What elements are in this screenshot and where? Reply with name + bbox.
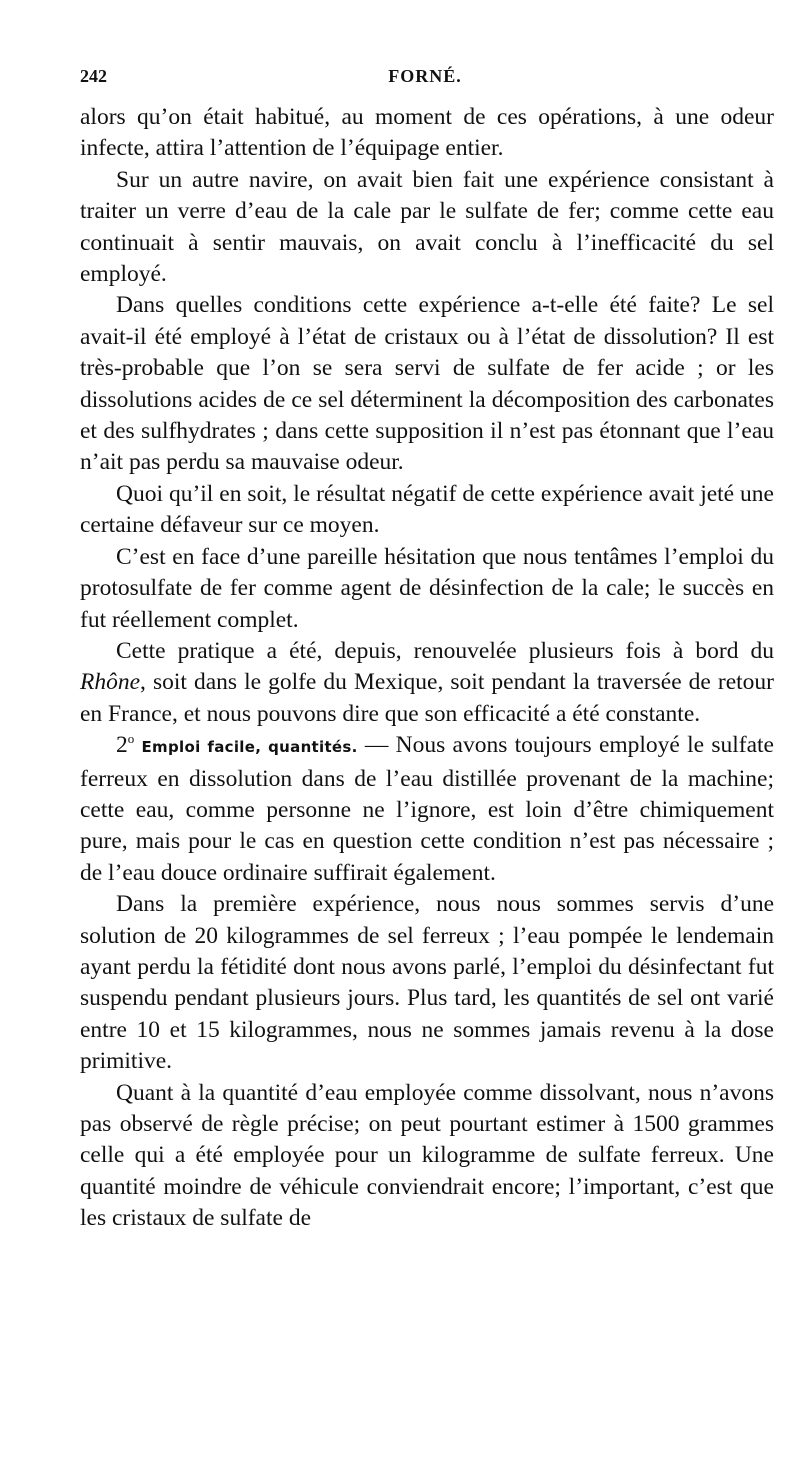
paragraph-7 bbox=[80, 730, 774, 889]
paragraph-3: Dans quelles conditions cette expérience a-t-elle été faite? Le sel avait-il été employé à l’état de cristaux ou à l’état de dissolution? Il est très-probable que l’on se sera servi de sulfate de fer acide ; or les dissolutions acides de ce sel déterminent la décomposition des carbonates et des sulfhydrates ; dans cette supposition il n’est pas étonnant que l’eau n’ait pas perdu sa mauvaise odeur. bbox=[80, 292, 774, 476]
paragraph-5: C’est en face d’une pareille hésitation que nous tentâmes l’emploi du protosulfate de fer comme agent de désinfection de la cale; le succès en fut réellement complet. bbox=[80, 543, 774, 633]
section-number: 2 bbox=[116, 732, 128, 759]
paragraph-6 bbox=[80, 636, 774, 730]
paragraph-1: alors qu’on était habitué, au moment de ces opérations, à une odeur infecte, attira l’attention de l’équipage entier. bbox=[80, 104, 774, 162]
section-heading: Emploi facile, quantités. bbox=[141, 738, 358, 757]
paragraph-7-text: — Nous avons toujours employé le sulfate ferreux en dissolution dans de l’eau distillée provenant de la machine; cette eau, comme personne ne l’ignore, est loin d’être chimiquement pure, mais pour le cas en question cette condition n’est pas nécessaire ; de l’eau douce ordinaire suffirait également. bbox=[80, 732, 774, 886]
paragraph-4: Quoi qu’il en soit, le résultat négatif de cette expérience avait jeté une certaine défaveur sur ce moyen. bbox=[80, 480, 774, 539]
paragraph-8: Dans la première expérience, nous nous sommes servis d’une solution de 20 kilogrammes de sel ferreux ; l’eau pompée le lendemain ayant perdu la fétidité dont nous avons parlé, l’emploi du désinfectant fut suspendu pendant plusieurs jours. Plus tard, les quantités de sel ont varié entre 10 et 15 kilogrammes, nous ne sommes jamais revenu à la dose primitive. bbox=[80, 891, 774, 1075]
page-number: 242 bbox=[80, 66, 107, 86]
paragraph-9: Quant à la quantité d’eau employée comme dissolvant, nous n’avons pas observé de règle précise; on peut pourtant estimer à 1500 grammes celle qui a été employée pour un kilogramme de sulfate ferreux. Une quantité moindre de véhicule conviendrait encore; l’important, c’est que les cristaux de sulfate de bbox=[80, 1079, 774, 1232]
section-ordinal: o bbox=[127, 731, 135, 747]
paragraph-6-text-b: , soit dans le golfe du Mexique, soit pendant la traversée de retour en France, et nous pouvons dire que son efficacité a été constante. bbox=[80, 669, 774, 727]
page-header bbox=[80, 66, 770, 96]
ship-name: Rhône bbox=[80, 669, 141, 696]
paragraph-2: Sur un autre navire, on avait bien fait une expérience consistant à traiter un verre d’eau de la cale par le sulfate de fer; comme cette eau continuait à sentir mauvais, on avait conclu à l’inefficacité du sel employé. bbox=[80, 166, 774, 288]
paragraph-6-text-a: Cette pratique a été, depuis, renouvelée plusieurs fois à bord du bbox=[116, 637, 774, 664]
body-text bbox=[80, 102, 774, 1235]
running-head: FORNÉ. bbox=[388, 66, 462, 86]
